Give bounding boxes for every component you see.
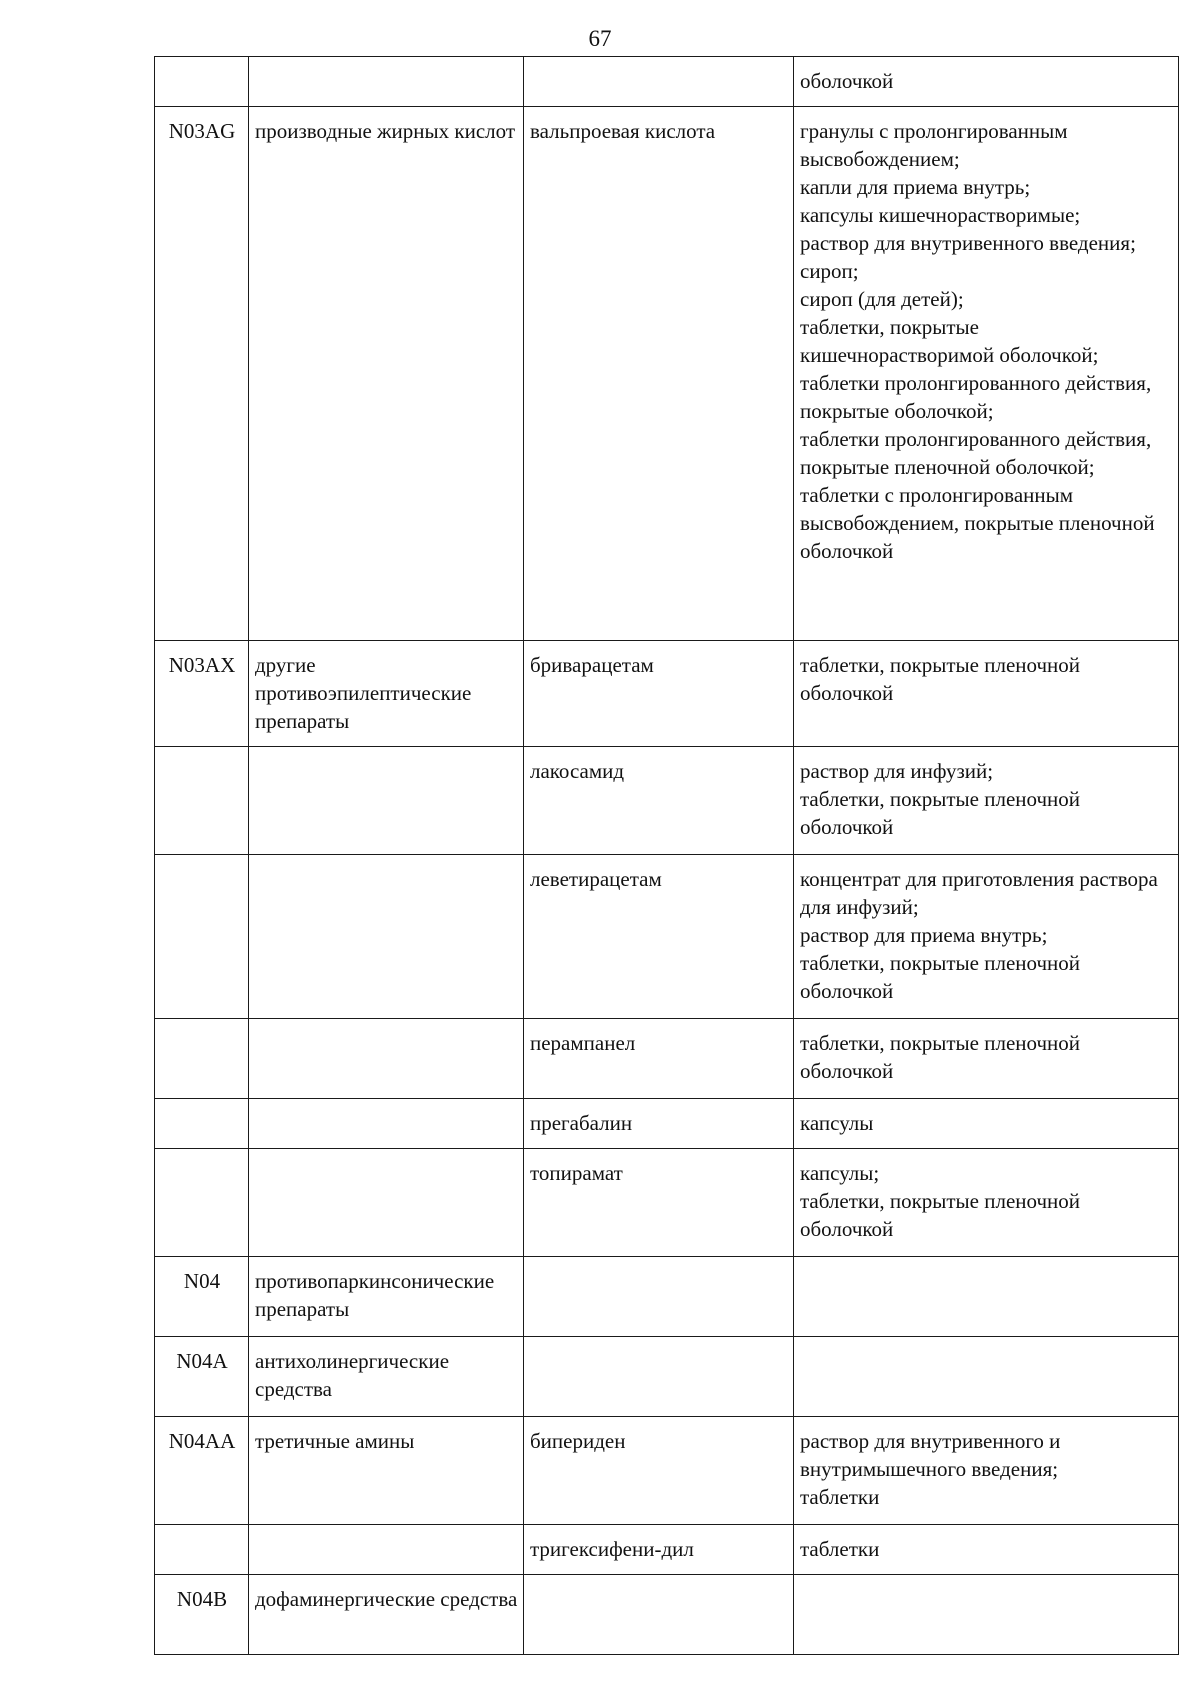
atc-code-cell: N04 <box>155 1257 249 1337</box>
dosage-form-line: капсулы <box>800 1111 874 1135</box>
atc-code-cell <box>155 855 249 1019</box>
dosage-form-line: таблетки, покрытые пленочной оболочкой <box>800 1031 1081 1083</box>
dosage-forms-cell <box>794 1257 1179 1337</box>
anatomical-therapeutic-group-cell: дофаминергические средства <box>249 1575 524 1655</box>
dosage-form-line: таблетки, покрытые пленочной оболочкой <box>800 1189 1081 1241</box>
table-row <box>155 1257 1179 1337</box>
atc-code-cell <box>155 747 249 855</box>
anatomical-therapeutic-group-cell <box>249 1149 524 1257</box>
drug-name-cell: топирамат <box>524 1149 794 1257</box>
page-number: 67 <box>588 26 612 51</box>
dosage-form-line: капсулы кишечнорастворимые; <box>800 203 1081 227</box>
dosage-form-line: таблетки с пролонгированным высвобождением, покрытые пленочной оболочкой <box>800 483 1155 563</box>
table-row <box>155 1417 1179 1525</box>
dosage-form-line: оболочкой <box>800 69 894 93</box>
dosage-forms-cell <box>794 57 1179 107</box>
table-row <box>155 1525 1179 1575</box>
dosage-form-line: сироп; <box>800 259 859 283</box>
anatomical-therapeutic-group-cell <box>249 855 524 1019</box>
dosage-form-line: раствор для внутривенного введения; <box>800 231 1136 255</box>
drug-name-cell <box>524 1575 794 1655</box>
dosage-form-line: таблетки, покрытые пленочной оболочкой <box>800 787 1081 839</box>
drug-name-cell: тригексифени-дил <box>524 1525 794 1575</box>
atc-code-cell: N03AG <box>155 107 249 641</box>
dosage-forms-cell <box>794 1099 1179 1149</box>
drug-name-cell: бриварацетам <box>524 641 794 747</box>
dosage-form-line: таблетки пролонгированного действия, покрытые пленочной оболочкой; <box>800 427 1152 479</box>
drug-name-cell <box>524 1257 794 1337</box>
drug-name-cell: прегабалин <box>524 1099 794 1149</box>
anatomical-therapeutic-group-cell: противопаркинсонические препараты <box>249 1257 524 1337</box>
drug-name-cell: леветирацетам <box>524 855 794 1019</box>
dosage-form-line: таблетки, покрытые кишечнорастворимой оболочкой; <box>800 315 1099 367</box>
dosage-forms-cell <box>794 1417 1179 1525</box>
dosage-form-line: капли для приема внутрь; <box>800 175 1031 199</box>
drug-name-cell: перампанел <box>524 1019 794 1099</box>
dosage-forms-cell <box>794 641 1179 747</box>
dosage-forms-cell <box>794 107 1179 641</box>
anatomical-therapeutic-group-cell: антихолинергические средства <box>249 1337 524 1417</box>
table-row <box>155 107 1179 641</box>
dosage-form-line: таблетки, покрытые пленочной оболочкой <box>800 951 1081 1003</box>
table-row <box>155 1337 1179 1417</box>
dosage-form-line: таблетки, покрытые пленочной оболочкой <box>800 653 1081 705</box>
dosage-form-line: капсулы; <box>800 1161 880 1185</box>
dosage-form-line: таблетки <box>800 1485 880 1509</box>
table-row <box>155 1019 1179 1099</box>
anatomical-therapeutic-group-cell <box>249 747 524 855</box>
anatomical-therapeutic-group-cell: другие противоэпилептические препараты <box>249 641 524 747</box>
atc-code-cell <box>155 1525 249 1575</box>
medication-table <box>154 56 1179 1655</box>
dosage-form-line: концентрат для приготовления раствора для инфузий; <box>800 867 1158 919</box>
dosage-form-line: раствор для инфузий; <box>800 759 994 783</box>
atc-code-cell <box>155 1019 249 1099</box>
anatomical-therapeutic-group-cell: производные жирных кислот <box>249 107 524 641</box>
dosage-forms-cell <box>794 855 1179 1019</box>
anatomical-therapeutic-group-cell: третичные амины <box>249 1417 524 1525</box>
dosage-form-line: таблетки <box>800 1537 880 1561</box>
table-row <box>155 1575 1179 1655</box>
dosage-form-line: раствор для приема внутрь; <box>800 923 1048 947</box>
table-body <box>155 57 1179 1655</box>
atc-code-cell: N04AA <box>155 1417 249 1525</box>
drug-name-cell: вальпроевая кислота <box>524 107 794 641</box>
drug-name-cell <box>524 1337 794 1417</box>
dosage-forms-cell <box>794 1575 1179 1655</box>
dosage-form-line: сироп (для детей); <box>800 287 964 311</box>
table-row <box>155 855 1179 1019</box>
dosage-form-line: гранулы с пролонгированным высвобождением; <box>800 119 1068 171</box>
atc-code-cell <box>155 57 249 107</box>
dosage-form-line: раствор для внутривенного и внутримышечного введения; <box>800 1429 1061 1481</box>
table-row <box>155 57 1179 107</box>
anatomical-therapeutic-group-cell <box>249 1099 524 1149</box>
atc-code-cell: N04A <box>155 1337 249 1417</box>
drug-name-cell: лакосамид <box>524 747 794 855</box>
dosage-forms-cell <box>794 1019 1179 1099</box>
drug-name-cell <box>524 57 794 107</box>
anatomical-therapeutic-group-cell <box>249 1525 524 1575</box>
anatomical-therapeutic-group-cell <box>249 57 524 107</box>
dosage-forms-cell <box>794 1149 1179 1257</box>
table-row <box>155 1099 1179 1149</box>
dosage-forms-cell <box>794 1337 1179 1417</box>
table-row <box>155 641 1179 747</box>
anatomical-therapeutic-group-cell <box>249 1019 524 1099</box>
atc-code-cell: N04B <box>155 1575 249 1655</box>
table-row <box>155 747 1179 855</box>
dosage-forms-cell <box>794 1525 1179 1575</box>
table-row <box>155 1149 1179 1257</box>
atc-code-cell: N03AX <box>155 641 249 747</box>
atc-code-cell <box>155 1149 249 1257</box>
drug-name-cell: бипериден <box>524 1417 794 1525</box>
dosage-form-line: таблетки пролонгированного действия, покрытые оболочкой; <box>800 371 1152 423</box>
atc-code-cell <box>155 1099 249 1149</box>
dosage-forms-cell <box>794 747 1179 855</box>
